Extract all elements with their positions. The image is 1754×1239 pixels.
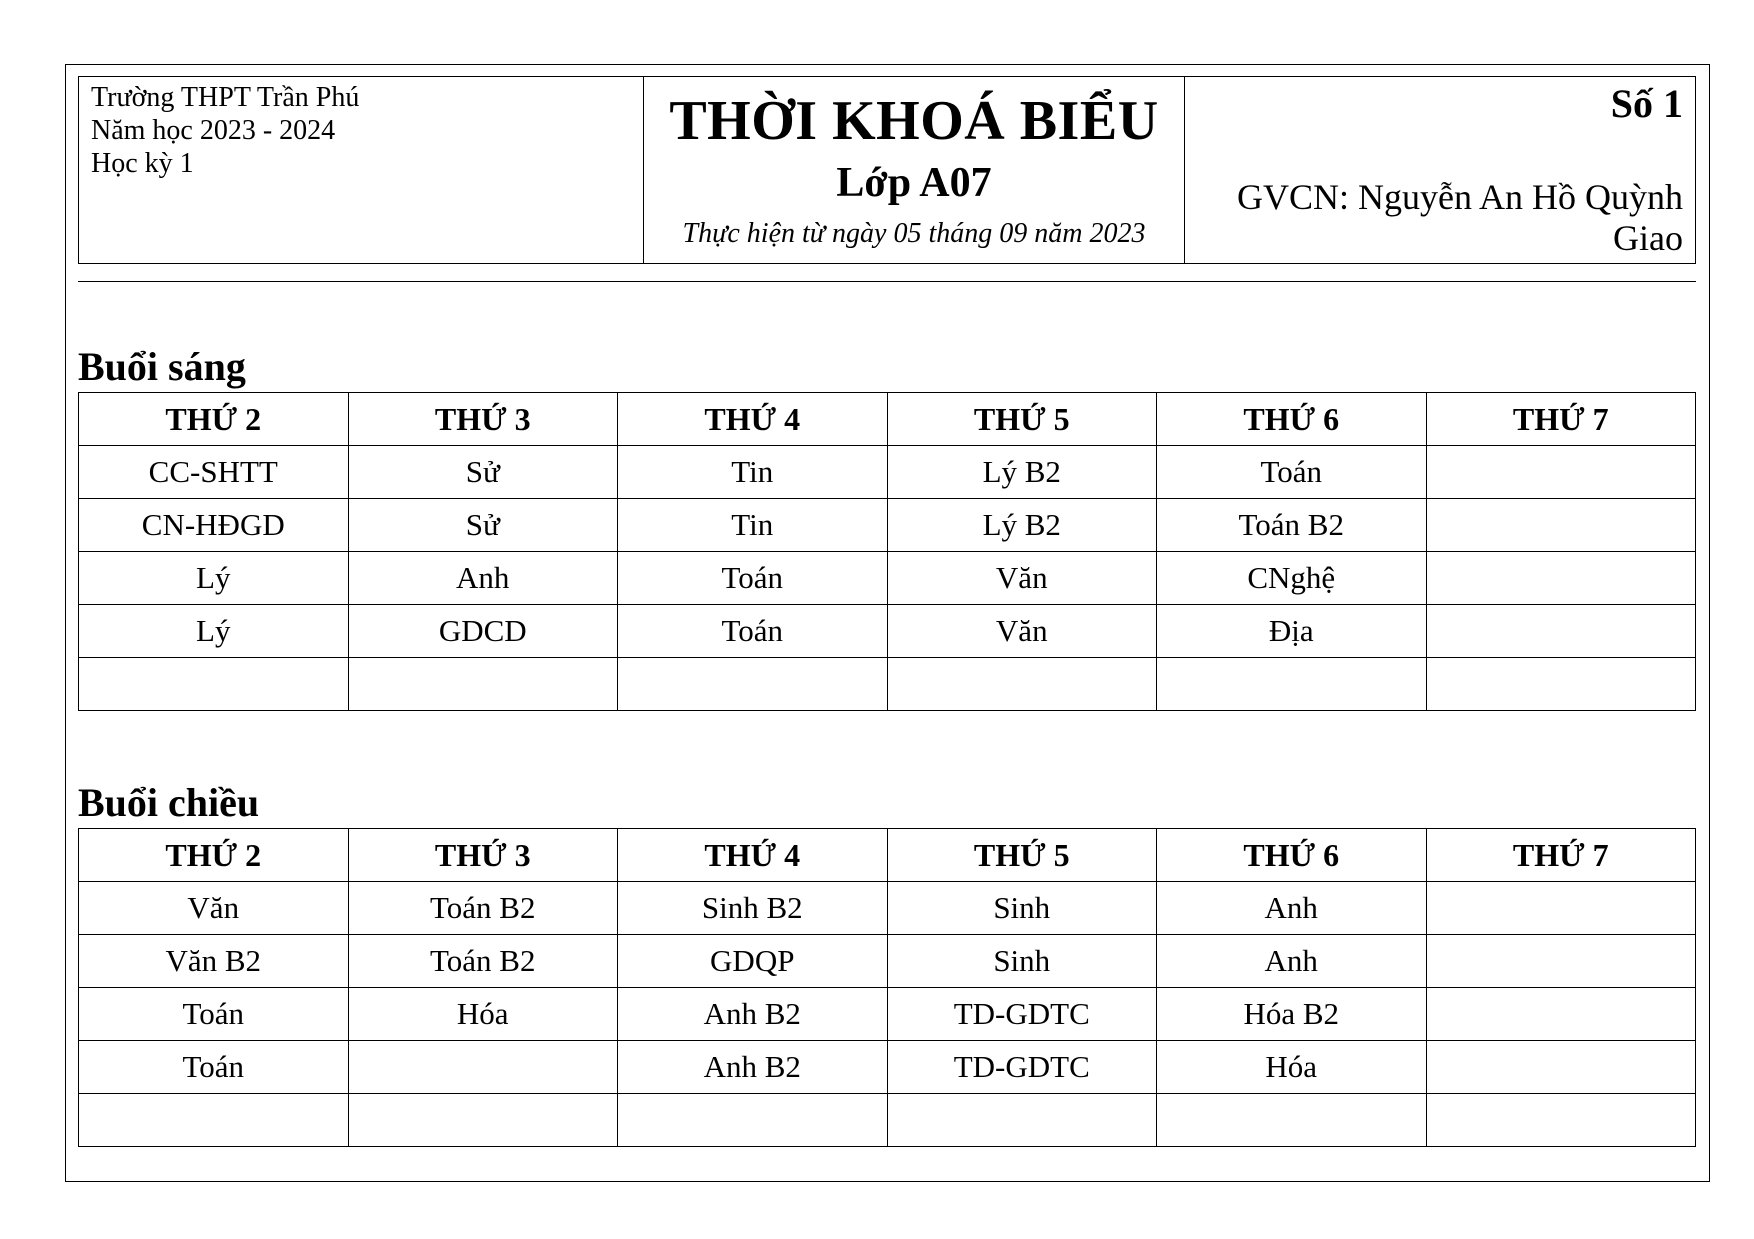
day-header: THỨ 7 — [1426, 829, 1696, 882]
subject-cell: Toán — [79, 988, 349, 1041]
subject-cell — [1426, 552, 1696, 605]
school-year: Năm học 2023 - 2024 — [91, 115, 336, 146]
subject-cell — [348, 1094, 618, 1147]
subject-cell — [1426, 882, 1696, 935]
subject-cell: Sử — [348, 499, 618, 552]
subject-cell: CNghệ — [1157, 552, 1427, 605]
subject-cell: Toán — [618, 552, 888, 605]
day-header: THỨ 2 — [79, 393, 349, 446]
subject-cell: TD-GDTC — [887, 1041, 1157, 1094]
subject-cell — [348, 1041, 618, 1094]
subject-cell — [887, 1094, 1157, 1147]
subject-cell — [79, 658, 349, 711]
teacher-info — [1185, 77, 1696, 264]
table-row — [79, 446, 1696, 499]
subject-cell: CC-SHTT — [79, 446, 349, 499]
header-row — [79, 829, 1696, 882]
header-row — [79, 393, 1696, 446]
day-header: THỨ 6 — [1157, 829, 1427, 882]
table-row — [79, 658, 1696, 711]
morning-schedule-table — [78, 392, 1696, 711]
subject-cell — [1426, 1094, 1696, 1147]
divider — [78, 281, 1696, 282]
subject-cell: Sinh — [887, 935, 1157, 988]
table-row — [79, 988, 1696, 1041]
subject-cell — [1426, 605, 1696, 658]
subject-cell: Văn — [887, 605, 1157, 658]
title-block — [644, 77, 1185, 264]
subject-cell — [618, 1094, 888, 1147]
subject-cell: Tin — [618, 446, 888, 499]
subject-cell — [1426, 988, 1696, 1041]
subject-cell: Tin — [618, 499, 888, 552]
class-label: Lớp A07 — [836, 160, 992, 206]
subject-cell: Toán B2 — [348, 935, 618, 988]
table-row — [79, 1094, 1696, 1147]
subject-cell: Văn — [79, 882, 349, 935]
table-row — [79, 882, 1696, 935]
subject-cell: Hóa — [348, 988, 618, 1041]
subject-cell: Sinh — [887, 882, 1157, 935]
subject-cell: Văn — [887, 552, 1157, 605]
day-header: THỨ 4 — [618, 829, 888, 882]
subject-cell: Anh — [348, 552, 618, 605]
subject-cell: Lý B2 — [887, 499, 1157, 552]
subject-cell — [1426, 499, 1696, 552]
subject-cell: Địa — [1157, 605, 1427, 658]
subject-cell: Toán — [79, 1041, 349, 1094]
school-name: Trường THPT Trần Phú — [91, 82, 360, 113]
subject-cell: Hóa — [1157, 1041, 1427, 1094]
subject-cell: Hóa B2 — [1157, 988, 1427, 1041]
table-row — [79, 935, 1696, 988]
day-header: THỨ 3 — [348, 829, 618, 882]
subject-cell: Toán — [1157, 446, 1427, 499]
subject-cell — [887, 658, 1157, 711]
day-header: THỨ 3 — [348, 393, 618, 446]
subject-cell: Anh — [1157, 882, 1427, 935]
document-number: Số 1 — [1610, 81, 1683, 126]
subject-cell: Toán B2 — [1157, 499, 1427, 552]
subject-cell: GDCD — [348, 605, 618, 658]
day-header: THỨ 4 — [618, 393, 888, 446]
day-header: THỨ 6 — [1157, 393, 1427, 446]
table-row — [79, 552, 1696, 605]
subject-cell: GDQP — [618, 935, 888, 988]
morning-title: Buổi sáng — [78, 344, 246, 389]
subject-cell — [1426, 935, 1696, 988]
afternoon-schedule-table — [78, 828, 1696, 1147]
subject-cell: Anh — [1157, 935, 1427, 988]
homeroom-teacher: GVCN: Nguyễn An Hồ Quỳnh Giao — [1237, 177, 1683, 258]
table-row — [79, 499, 1696, 552]
subject-cell — [1426, 446, 1696, 499]
subject-cell: Anh B2 — [618, 988, 888, 1041]
subject-cell: Lý B2 — [887, 446, 1157, 499]
subject-cell: Lý — [79, 605, 349, 658]
table-row — [79, 1041, 1696, 1094]
day-header: THỨ 2 — [79, 829, 349, 882]
document-header — [78, 76, 1696, 264]
subject-cell — [348, 658, 618, 711]
effective-date: Thực hiện từ ngày 05 tháng 09 năm 2023 — [682, 218, 1146, 249]
semester: Học kỳ 1 — [91, 148, 194, 179]
school-info — [79, 77, 644, 264]
subject-cell: Sinh B2 — [618, 882, 888, 935]
subject-cell — [1157, 658, 1427, 711]
subject-cell: Toán B2 — [348, 882, 618, 935]
subject-cell: Lý — [79, 552, 349, 605]
subject-cell — [1426, 1041, 1696, 1094]
subject-cell: TD-GDTC — [887, 988, 1157, 1041]
document-title: THỜI KHOÁ BIỂU — [669, 90, 1159, 152]
subject-cell: Toán — [618, 605, 888, 658]
day-header: THỨ 5 — [887, 829, 1157, 882]
subject-cell: CN-HĐGD — [79, 499, 349, 552]
table-row — [79, 605, 1696, 658]
subject-cell — [618, 658, 888, 711]
day-header: THỨ 7 — [1426, 393, 1696, 446]
afternoon-title: Buổi chiều — [78, 780, 260, 825]
subject-cell: Anh B2 — [618, 1041, 888, 1094]
subject-cell: Sử — [348, 446, 618, 499]
subject-cell: Văn B2 — [79, 935, 349, 988]
subject-cell — [79, 1094, 349, 1147]
subject-cell — [1426, 658, 1696, 711]
subject-cell — [1157, 1094, 1427, 1147]
day-header: THỨ 5 — [887, 393, 1157, 446]
